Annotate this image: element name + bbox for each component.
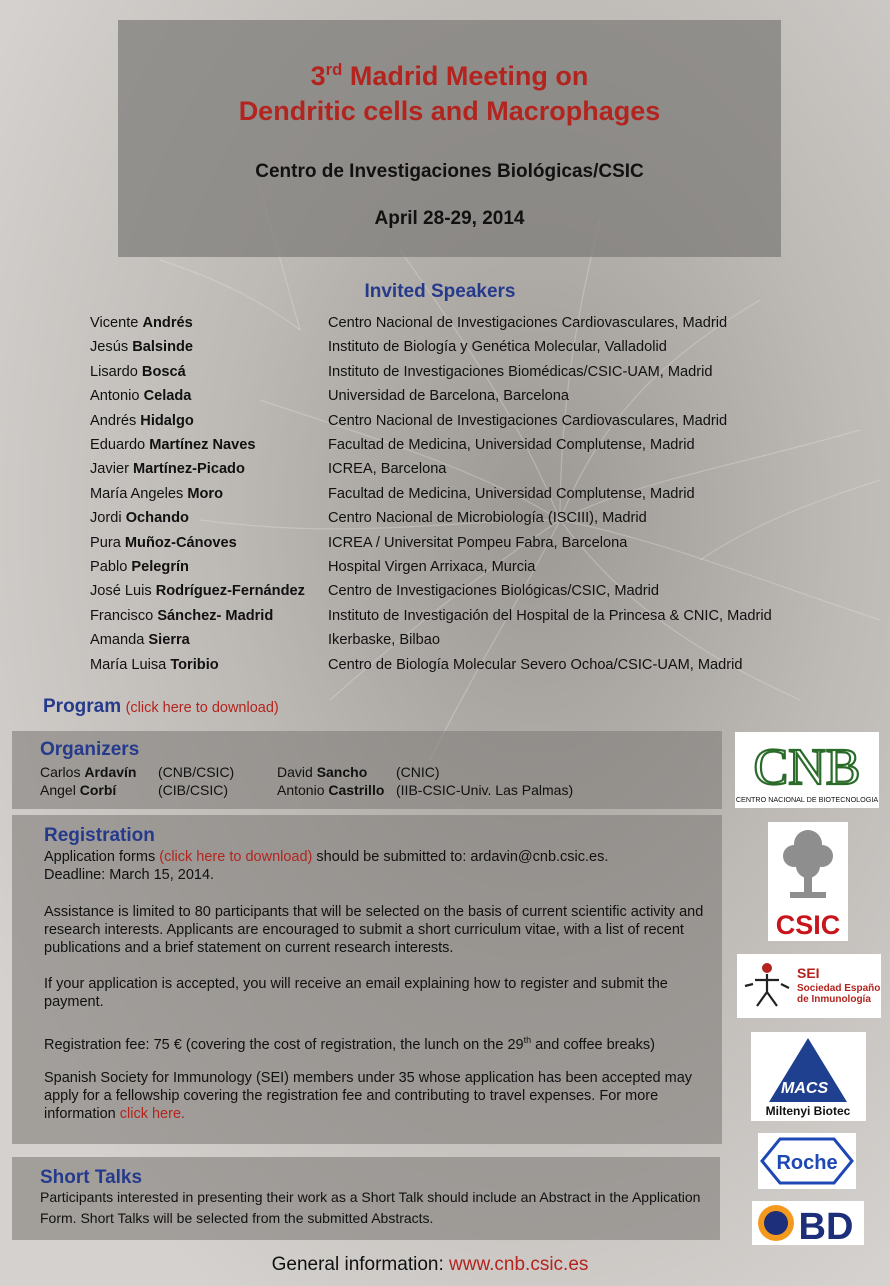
sei-logo[interactable] xyxy=(737,954,881,1018)
speaker-row xyxy=(90,413,810,437)
speaker-row xyxy=(90,559,810,583)
short-talks-panel xyxy=(12,1157,720,1240)
speaker-institution: Instituto de Investigación del Hospital de la Princesa & CNIC, Madrid xyxy=(328,607,772,624)
program-section xyxy=(43,696,279,718)
registration-heading: Registration xyxy=(44,825,155,846)
organizers-heading: Organizers xyxy=(40,739,140,760)
organizer-affiliation: (CNB/CSIC) xyxy=(158,764,235,780)
program-heading: Program xyxy=(43,696,122,717)
cnb-logo[interactable] xyxy=(735,732,879,808)
speaker-row xyxy=(90,583,810,607)
meeting-title-line2: Dendritic cells and Macrophages xyxy=(238,96,661,126)
speaker-institution: Universidad de Barcelona, Barcelona xyxy=(328,388,569,405)
speaker-name: Francisco Sánchez- Madrid xyxy=(90,607,274,624)
program-download-link[interactable]: (click here to download) xyxy=(125,700,279,716)
meeting-dates: April 28-29, 2014 xyxy=(374,208,525,229)
speaker-name: José Luis Rodríguez-Fernández xyxy=(90,583,305,600)
speaker-name: Eduardo Martínez Naves xyxy=(90,437,256,453)
organizer-affiliation: (CIB/CSIC) xyxy=(158,782,228,798)
title-panel xyxy=(118,20,781,257)
meeting-venue: Centro de Investigaciones Biológicas/CSIC xyxy=(255,161,644,182)
bd-sun-inner xyxy=(764,1211,788,1235)
speaker-name: Jesús Balsinde xyxy=(90,339,194,356)
speaker-institution: ICREA, Barcelona xyxy=(328,461,447,478)
registration-fee-text: Registration fee: 75 € (covering the cost of registration, the lunch on the 29th and coffee breaks) xyxy=(44,1035,655,1053)
speaker-institution: Centro Nacional de Microbiología (ISCIII), Madrid xyxy=(328,510,647,527)
speaker-row xyxy=(90,486,810,510)
sei-name-line2: de Inmunología xyxy=(797,994,871,1005)
speaker-name: Pablo Pelegrín xyxy=(90,559,189,575)
speaker-row xyxy=(90,388,810,412)
organizer-name: Angel Corbí xyxy=(40,782,117,798)
speaker-institution: Centro de Investigaciones Biológicas/CSIC, Madrid xyxy=(328,583,659,600)
roche-text: Roche xyxy=(776,1152,838,1174)
speaker-name: Javier Martínez-Picado xyxy=(90,461,245,478)
speaker-name: María Angeles Moro xyxy=(90,485,224,502)
roche-logo[interactable] xyxy=(758,1133,856,1189)
speaker-institution: Facultad de Medicina, Universidad Complutense, Madrid xyxy=(328,437,695,453)
speaker-name: Jordi Ochando xyxy=(90,510,189,527)
registration-panel xyxy=(12,815,722,1144)
invited-speakers-heading: Invited Speakers xyxy=(364,281,516,302)
sei-figure-icon xyxy=(745,963,789,1006)
website-link[interactable]: www.cnb.csic.es xyxy=(449,1254,589,1275)
speaker-row xyxy=(90,437,810,461)
short-talks-heading: Short Talks xyxy=(40,1167,143,1188)
miltenyi-text: Miltenyi Biotec xyxy=(765,1104,851,1118)
cnb-logo-text: CNB xyxy=(753,739,861,796)
meeting-title-line1: 3rd Madrid Meeting on xyxy=(310,60,589,91)
speaker-name: Andrés Hidalgo xyxy=(90,412,194,429)
short-talks-text: Participants interested in presenting their work as a Short Talk should include an Abstract in the Application Form. Short Talks will be selected from the submitted Abstracts. xyxy=(40,1189,701,1226)
speaker-institution: Facultad de Medicina, Universidad Complutense, Madrid xyxy=(328,485,695,502)
speaker-name: Amanda Sierra xyxy=(90,632,190,649)
sei-name-line1: Sociedad Española xyxy=(797,983,881,994)
csic-logo[interactable] xyxy=(768,822,848,941)
organizers-panel xyxy=(12,731,722,809)
csic-logo-text: CSIC xyxy=(775,910,841,940)
organizer-name: Antonio Castrillo xyxy=(277,782,385,798)
speaker-name: Lisardo Boscá xyxy=(90,363,186,380)
organizer-name: Carlos Ardavín xyxy=(40,764,137,780)
speaker-name: Antonio Celada xyxy=(90,388,192,405)
speaker-row xyxy=(90,657,810,681)
speaker-institution: Hospital Virgen Arrixaca, Murcia xyxy=(328,559,536,575)
speaker-institution: Instituto de Investigaciones Biomédicas/CSIC-UAM, Madrid xyxy=(328,363,713,380)
bd-logo[interactable] xyxy=(752,1201,864,1245)
fellowship-info-link[interactable]: click here. xyxy=(119,1106,186,1122)
registration-fellowship-text: Spanish Society for Immunology (SEI) members under 35 whose application has been accepted may apply for a fellowship covering the registration fee and contributing to travel expenses. For more information click here. xyxy=(44,1070,693,1122)
registration-assistance-text: Assistance is limited to 80 participants that will be selected on the basis of current scientific activity and research interests. Applicants are encouraged to submit a short curriculum vitae, with a list of recent publications and a brief statement on current research interests. xyxy=(44,904,704,956)
speaker-institution: Instituto de Biología y Genética Molecular, Valladolid xyxy=(328,339,667,356)
registration-accepted-text: If your application is accepted, you will receive an email explaining how to register and submit the payment. xyxy=(44,976,668,1010)
speaker-row xyxy=(90,461,810,485)
bd-text: BD xyxy=(798,1206,854,1245)
speaker-name: Vicente Andrés xyxy=(90,315,193,331)
organizer-affiliation: (CNIC) xyxy=(396,764,440,780)
speaker-row xyxy=(90,632,810,656)
speaker-institution: Ikerbaske, Bilbao xyxy=(328,632,440,649)
speaker-institution: Centro de Biología Molecular Severo Ochoa/CSIC-UAM, Madrid xyxy=(328,656,743,673)
general-information: General information: www.cnb.csic.es xyxy=(271,1254,589,1275)
registration-application-text: Application forms (click here to download) should be submitted to: ardavin@cnb.csic.es. Deadline: March 15, 2014. xyxy=(44,849,609,883)
speaker-institution: ICREA / Universitat Pompeu Fabra, Barcelona xyxy=(328,534,628,551)
miltenyi-logo[interactable] xyxy=(751,1032,866,1121)
speaker-row xyxy=(90,364,810,388)
registration-deadline: Deadline: March 15, 2014. xyxy=(44,867,215,883)
cnb-logo-subtitle: CENTRO NACIONAL DE BIOTECNOLOGIA xyxy=(735,795,879,804)
speaker-row xyxy=(90,510,810,534)
speaker-institution: Centro Nacional de Investigaciones Cardiovasculares, Madrid xyxy=(328,315,728,331)
speaker-name: Pura Muñoz-Cánoves xyxy=(90,534,237,551)
speaker-institution: Centro Nacional de Investigaciones Cardiovasculares, Madrid xyxy=(328,412,728,429)
speaker-row xyxy=(90,535,810,559)
speaker-row xyxy=(90,339,810,363)
sei-abbr: SEI xyxy=(797,965,820,981)
organizer-name: David Sancho xyxy=(277,764,368,780)
macs-text: MACS xyxy=(781,1080,829,1097)
organizer-affiliation: (IIB-CSIC-Univ. Las Palmas) xyxy=(396,782,574,798)
speaker-name: María Luisa Toribio xyxy=(90,656,219,673)
speaker-row xyxy=(90,608,810,632)
application-form-download-link[interactable]: (click here to download) xyxy=(159,849,313,865)
speaker-row xyxy=(90,315,810,339)
